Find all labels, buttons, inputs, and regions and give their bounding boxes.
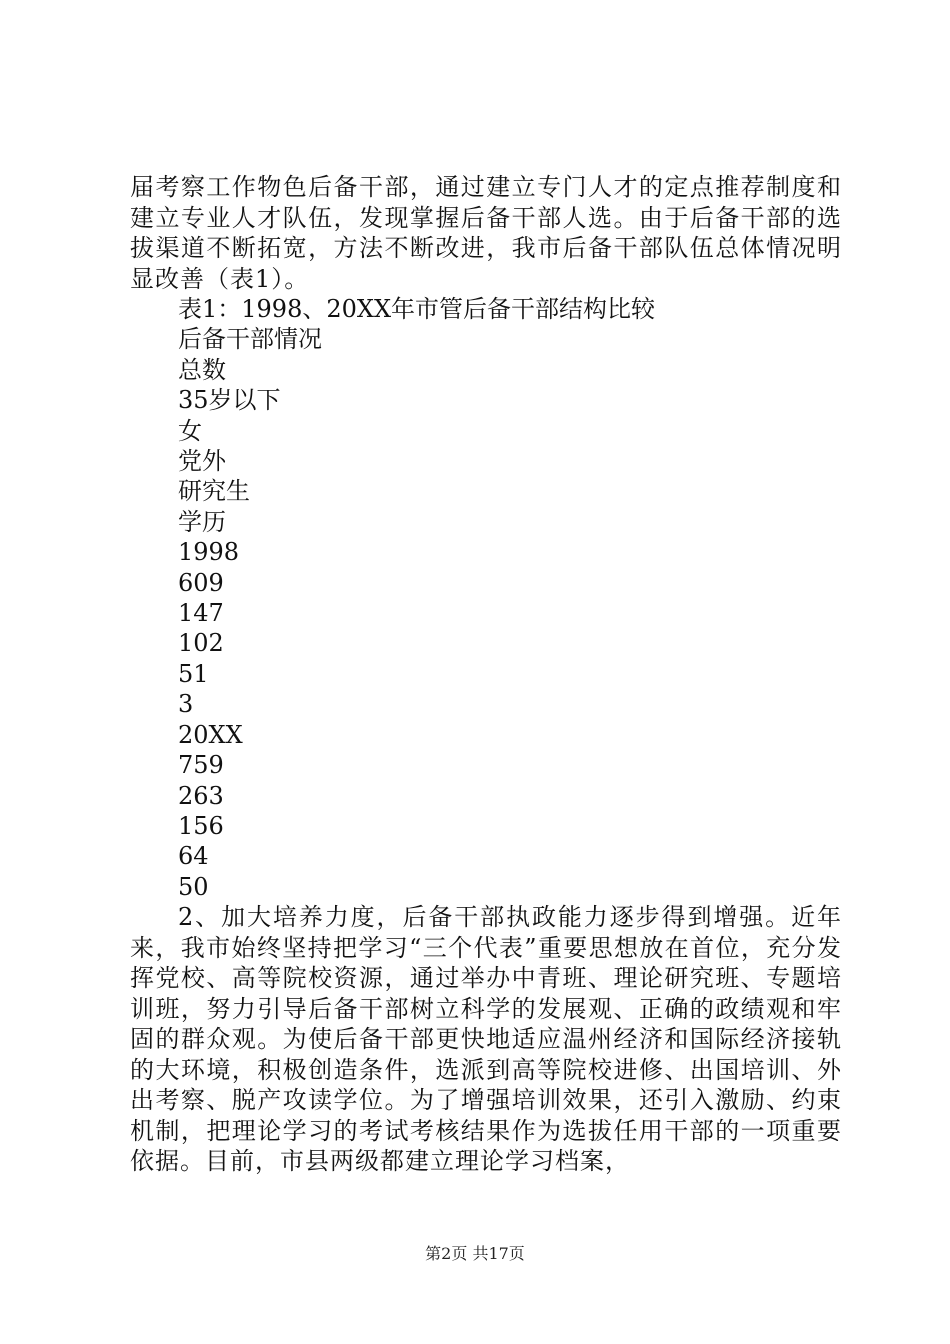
table-caption: 表1：1998、20XX年市管后备干部结构比较 (178, 295, 656, 323)
table-column-header: 学历 (178, 507, 226, 536)
table-1 (130, 294, 842, 902)
table-cell: 3 (178, 690, 194, 719)
page-content (130, 172, 842, 1177)
table-cell: 759 (178, 751, 224, 780)
paragraph-training: 2、加大培养力度，后备干部执政能力逐步得到增强。近年来，我市始终坚持把学习“三个代表”重要思想放在首位，充分发挥党校、高等院校资源，通过举办中青班、理论研究班、专题培训班，努力引导后备干部树立科学的发展观、正确的政绩观和牢固的群众观。为使后备干部更快地适应温州经济和国际经济接轨的大环境，积极创造条件，选派到高等院校进修、出国培训、外出考察、脱产攻读学位。为了增强培训效果，还引入激励、约束机制，把理论学习的考试考核结果作为选拔任用干部的一项重要依据。目前，市县两级都建立理论学习档案， (130, 903, 842, 1176)
table-cell: 51 (178, 659, 209, 688)
table-header-label: 后备干部情况 (178, 325, 322, 354)
paragraph-recruitment: 届考察工作物色后备干部，通过建立专门人才的定点推荐制度和建立专业人才队伍，发现掌握后备干部人选。由于后备干部的选拔渠道不断拓宽，方法不断改进，我市后备干部队伍总体情况明显改善（表1）。 (130, 173, 842, 293)
table-column-header: 党外 (178, 447, 226, 476)
table-row-year: 1998 (178, 538, 240, 567)
table-cell: 156 (178, 811, 224, 840)
table-cell: 50 (178, 872, 209, 901)
table-column-header: 女 (178, 416, 202, 445)
table-column-header: 总数 (178, 355, 226, 384)
table-row-year: 20XX (178, 720, 243, 749)
table-cell: 102 (178, 629, 224, 658)
table-cell: 147 (178, 599, 224, 628)
table-cell: 609 (178, 568, 224, 597)
table-cell: 263 (178, 781, 224, 810)
page-footer: 第2页 共17页 (425, 1244, 525, 1263)
table-cell: 64 (178, 842, 209, 871)
table-column-header: 研究生 (178, 477, 250, 506)
table-column-header: 35岁以下 (178, 386, 281, 415)
